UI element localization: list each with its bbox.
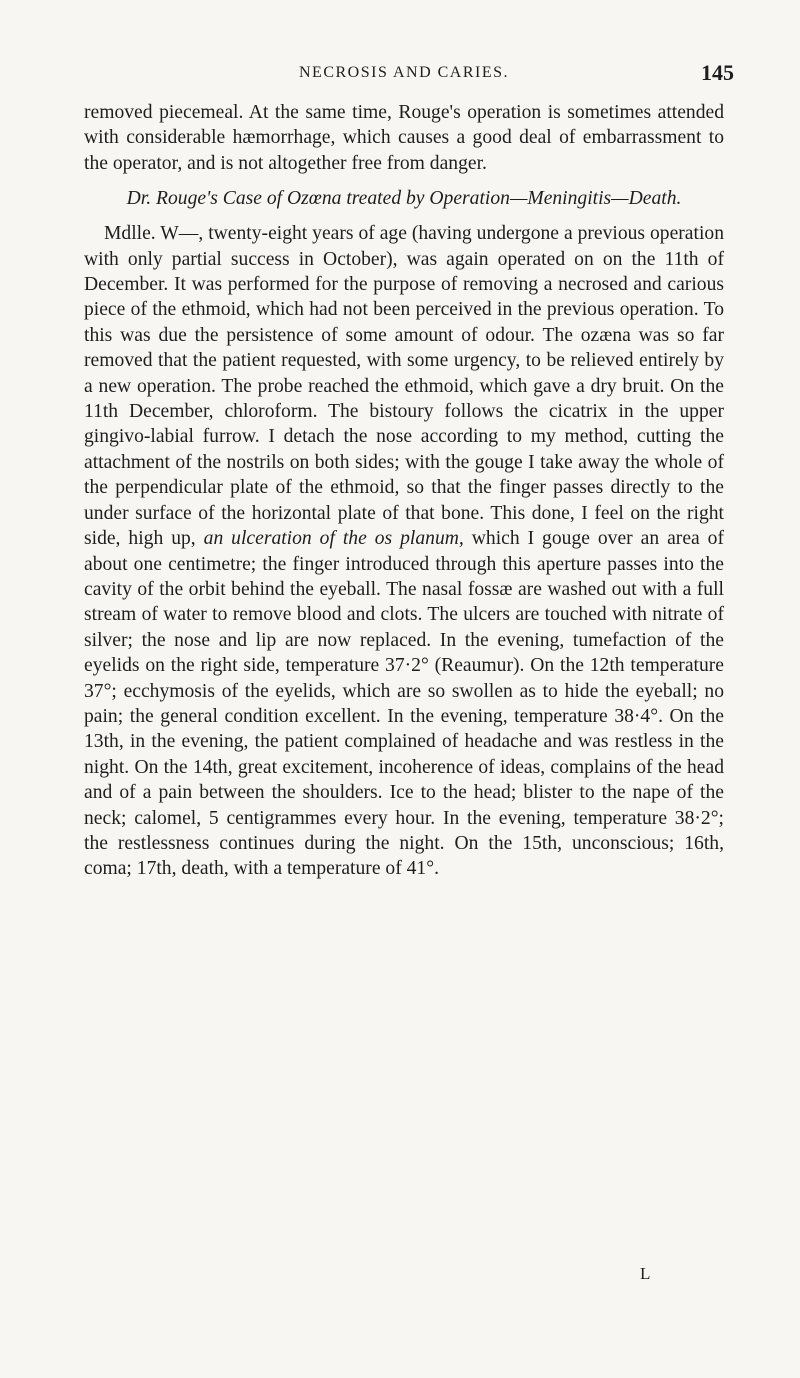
signature-mark: L: [640, 1264, 651, 1283]
case-text-part2: which I gouge over an area of about one centimetre; the finger introduced through this aperture passes into the cavity of the orbit behind the eyeball. The nasal fossæ are washed out with a full stream of water to remove blood and clots. The ulcers are touched with nitrate of silver; the nose and lip are now replaced. In the evening, tumefaction of the eyelids on the right side, temperature 37·2° (Reaumur). On the 12th temperature 37°; ecchymosis of the eyelids, which are so swollen as to hide the eyeball; no pain; the general condition excellent. In the evening, temperature 38·4°. On the 13th, in the evening, the patient complained of headache and was restless in the night. On the 14th, great excitement, incoherence of ideas, complains of the head and of a pain between the shoulders. Ice to the head; blister to the nape of the neck; calomel, 5 centigrammes every hour. In the evening, temperature 38·2°; the restlessness continues during the night. On the 15th, unconscious; 16th, coma; 17th, death, with a temperature of 41°.: [84, 528, 724, 880]
case-heading: Dr. Rouge's Case of Ozœna treated by Operation—Meningitis—Death.: [126, 188, 682, 210]
intro-paragraph: removed piecemeal. At the same time, Rouge's operation is sometimes attended with considerable hæmorrhage, which causes a good deal of embarrassment to the operator, and is not altogether free from danger.: [84, 102, 724, 174]
page-number: 145: [701, 60, 734, 85]
running-title: NECROSIS AND CARIES.: [298, 64, 510, 81]
case-paragraph: [84, 221, 724, 882]
body-text: [84, 100, 724, 882]
case-text-part1: Mdlle. W—, twenty-eight years of age (having undergone a previous operation with only partial success in October), was again operated on on the 11th of December. It was performed for the purpose of removing a necrosed and carious piece of the ethmoid, which had not been perceived in the previous operation. To this was due the persistence of some amount of odour. The ozæna was so far removed that the patient requested, with some urgency, to be relieved entirely by a new operation. The probe reached the ethmoid, which gave a dry bruit. On the 11th December, chloroform. The bistoury follows the cicatrix in the upper gingivo-labial furrow. I detach the nose according to my method, cutting the attachment of the nostrils on both sides; with the gouge I take away the whole of the perpendicular plate of the ethmoid, so that the finger passes directly to the under surface of the horizontal plate of that bone. This done, I feel on the right side, high up,: [84, 223, 724, 550]
case-text-italic: an ulceration of the os planum,: [203, 528, 464, 550]
page-header: [84, 60, 734, 88]
